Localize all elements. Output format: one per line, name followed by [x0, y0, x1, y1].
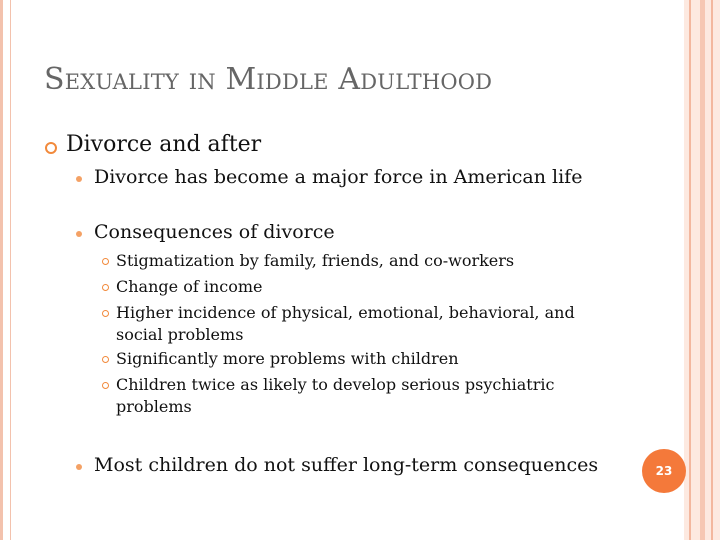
page-number-badge: 23 — [642, 449, 686, 493]
dot-bullet-icon — [76, 176, 82, 182]
sub-bullet-item: Change of income — [116, 277, 263, 296]
bullet-item: Consequences of divorce — [94, 221, 335, 243]
left-border-line — [0, 0, 3, 540]
small-ring-bullet-icon — [102, 258, 109, 265]
bullet-item: Most children do not suffer long-term consequences — [94, 454, 599, 476]
bullet-level1: Divorce and after — [66, 132, 262, 157]
sub-bullet-item: Higher incidence of physical, emotional, behavioral, and social problems — [116, 303, 575, 344]
sub-bullet-item: Stigmatization by family, friends, and co-workers — [116, 251, 515, 270]
small-ring-bullet-icon — [102, 310, 109, 317]
small-ring-bullet-icon — [102, 356, 109, 363]
bullet-item: Divorce has become a major force in American life — [94, 166, 583, 188]
right-stripe — [689, 0, 691, 540]
left-border-line-inner — [10, 0, 11, 540]
ring-bullet-icon — [45, 142, 57, 154]
sub-bullet-item: Children twice as likely to develop serious psychiatric problems — [116, 375, 555, 416]
right-stripe — [700, 0, 705, 540]
right-stripe — [711, 0, 713, 540]
slide-title: Sexuality in Middle Adulthood — [44, 62, 493, 97]
sub-bullet-item: Significantly more problems with children — [116, 349, 459, 368]
small-ring-bullet-icon — [102, 382, 109, 389]
dot-bullet-icon — [76, 464, 82, 470]
dot-bullet-icon — [76, 231, 82, 237]
small-ring-bullet-icon — [102, 284, 109, 291]
